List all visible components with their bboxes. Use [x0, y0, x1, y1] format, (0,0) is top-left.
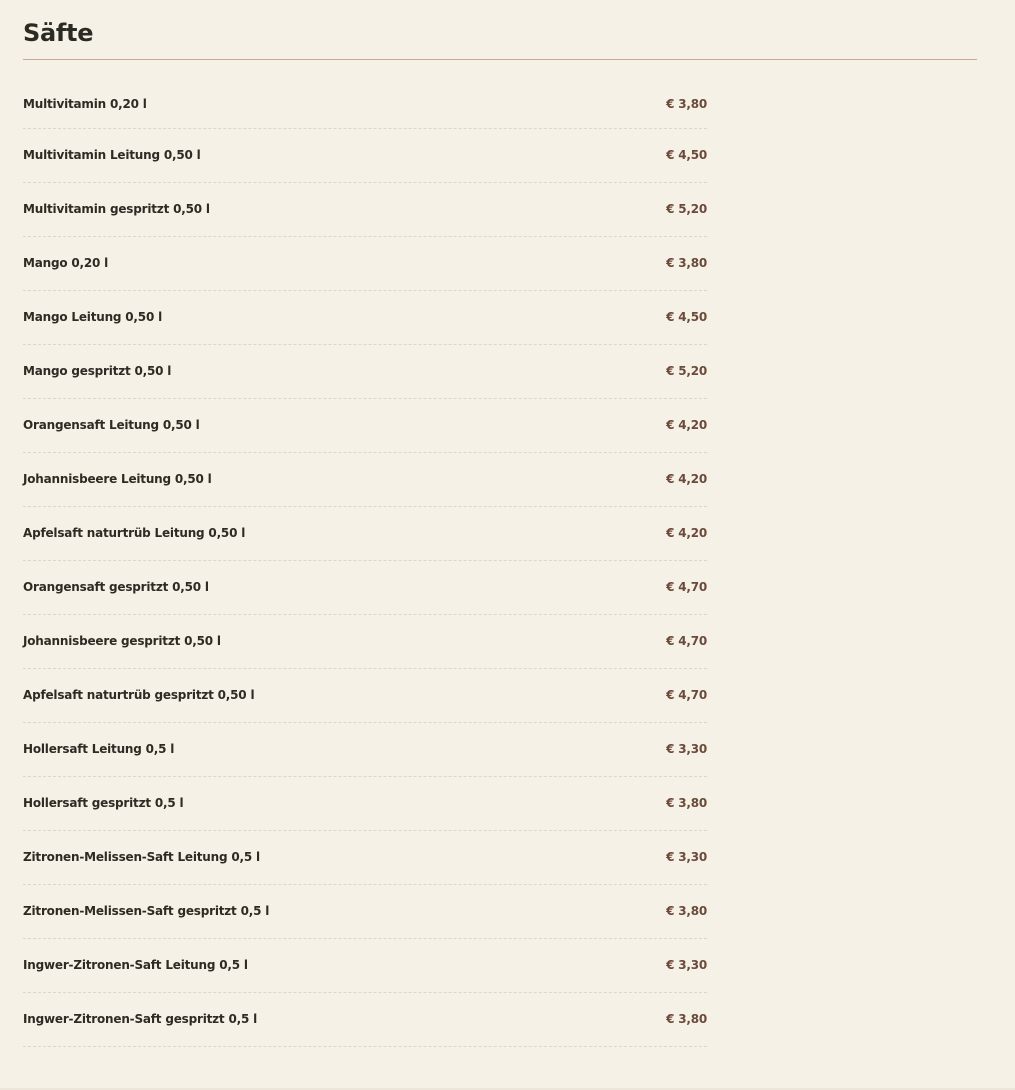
item-name: Johannisbeere gespritzt 0,50 l — [23, 634, 221, 648]
item-name: Multivitamin Leitung 0,50 l — [23, 148, 201, 162]
menu-item — [23, 615, 707, 669]
item-price: € 5,20 — [666, 202, 707, 216]
menu-item — [23, 831, 707, 885]
item-price: € 3,30 — [666, 958, 707, 972]
menu-item — [23, 291, 707, 345]
menu-item — [23, 561, 707, 615]
item-name: Hollersaft gespritzt 0,5 l — [23, 796, 184, 810]
menu-item — [23, 237, 707, 291]
item-name: Apfelsaft naturtrüb gespritzt 0,50 l — [23, 688, 255, 702]
menu-item — [23, 777, 707, 831]
menu-item — [23, 885, 707, 939]
item-price: € 3,30 — [666, 742, 707, 756]
menu-item — [23, 183, 707, 237]
menu-item — [23, 507, 707, 561]
item-price: € 3,30 — [666, 850, 707, 864]
item-name: Hollersaft Leitung 0,5 l — [23, 742, 175, 756]
item-price: € 4,70 — [666, 634, 707, 648]
item-price: € 4,50 — [666, 310, 707, 324]
item-price: € 4,20 — [666, 472, 707, 486]
menu-section — [23, 0, 977, 1047]
menu-item — [23, 80, 707, 129]
item-price: € 4,20 — [666, 418, 707, 432]
item-price: € 4,70 — [666, 688, 707, 702]
item-name: Zitronen-Melissen-Saft gespritzt 0,5 l — [23, 904, 270, 918]
menu-item — [23, 669, 707, 723]
item-price: € 3,80 — [666, 1012, 707, 1026]
item-name: Ingwer-Zitronen-Saft gespritzt 0,5 l — [23, 1012, 257, 1026]
menu-list — [23, 80, 707, 1047]
menu-item — [23, 399, 707, 453]
menu-item — [23, 939, 707, 993]
item-name: Mango gespritzt 0,50 l — [23, 364, 172, 378]
section-title: Säfte — [23, 19, 94, 47]
item-price: € 3,80 — [666, 256, 707, 270]
menu-item — [23, 993, 707, 1047]
item-name: Apfelsaft naturtrüb Leitung 0,50 l — [23, 526, 246, 540]
item-name: Zitronen-Melissen-Saft Leitung 0,5 l — [23, 850, 260, 864]
item-price: € 3,80 — [666, 796, 707, 810]
item-price: € 3,80 — [666, 904, 707, 918]
item-price: € 5,20 — [666, 364, 707, 378]
title-divider — [23, 59, 977, 60]
item-name: Orangensaft gespritzt 0,50 l — [23, 580, 209, 594]
item-name: Multivitamin gespritzt 0,50 l — [23, 202, 210, 216]
item-name: Multivitamin 0,20 l — [23, 96, 147, 111]
menu-item — [23, 453, 707, 507]
item-name: Mango 0,20 l — [23, 256, 109, 270]
item-name: Johannisbeere Leitung 0,50 l — [23, 472, 212, 486]
item-price: € 4,70 — [666, 580, 707, 594]
item-price: € 4,20 — [666, 526, 707, 540]
menu-item — [23, 345, 707, 399]
item-name: Ingwer-Zitronen-Saft Leitung 0,5 l — [23, 958, 248, 972]
item-price: € 4,50 — [666, 148, 707, 162]
item-price: € 3,80 — [666, 96, 707, 111]
menu-item — [23, 129, 707, 183]
item-name: Mango Leitung 0,50 l — [23, 310, 162, 324]
menu-item — [23, 723, 707, 777]
item-name: Orangensaft Leitung 0,50 l — [23, 418, 200, 432]
